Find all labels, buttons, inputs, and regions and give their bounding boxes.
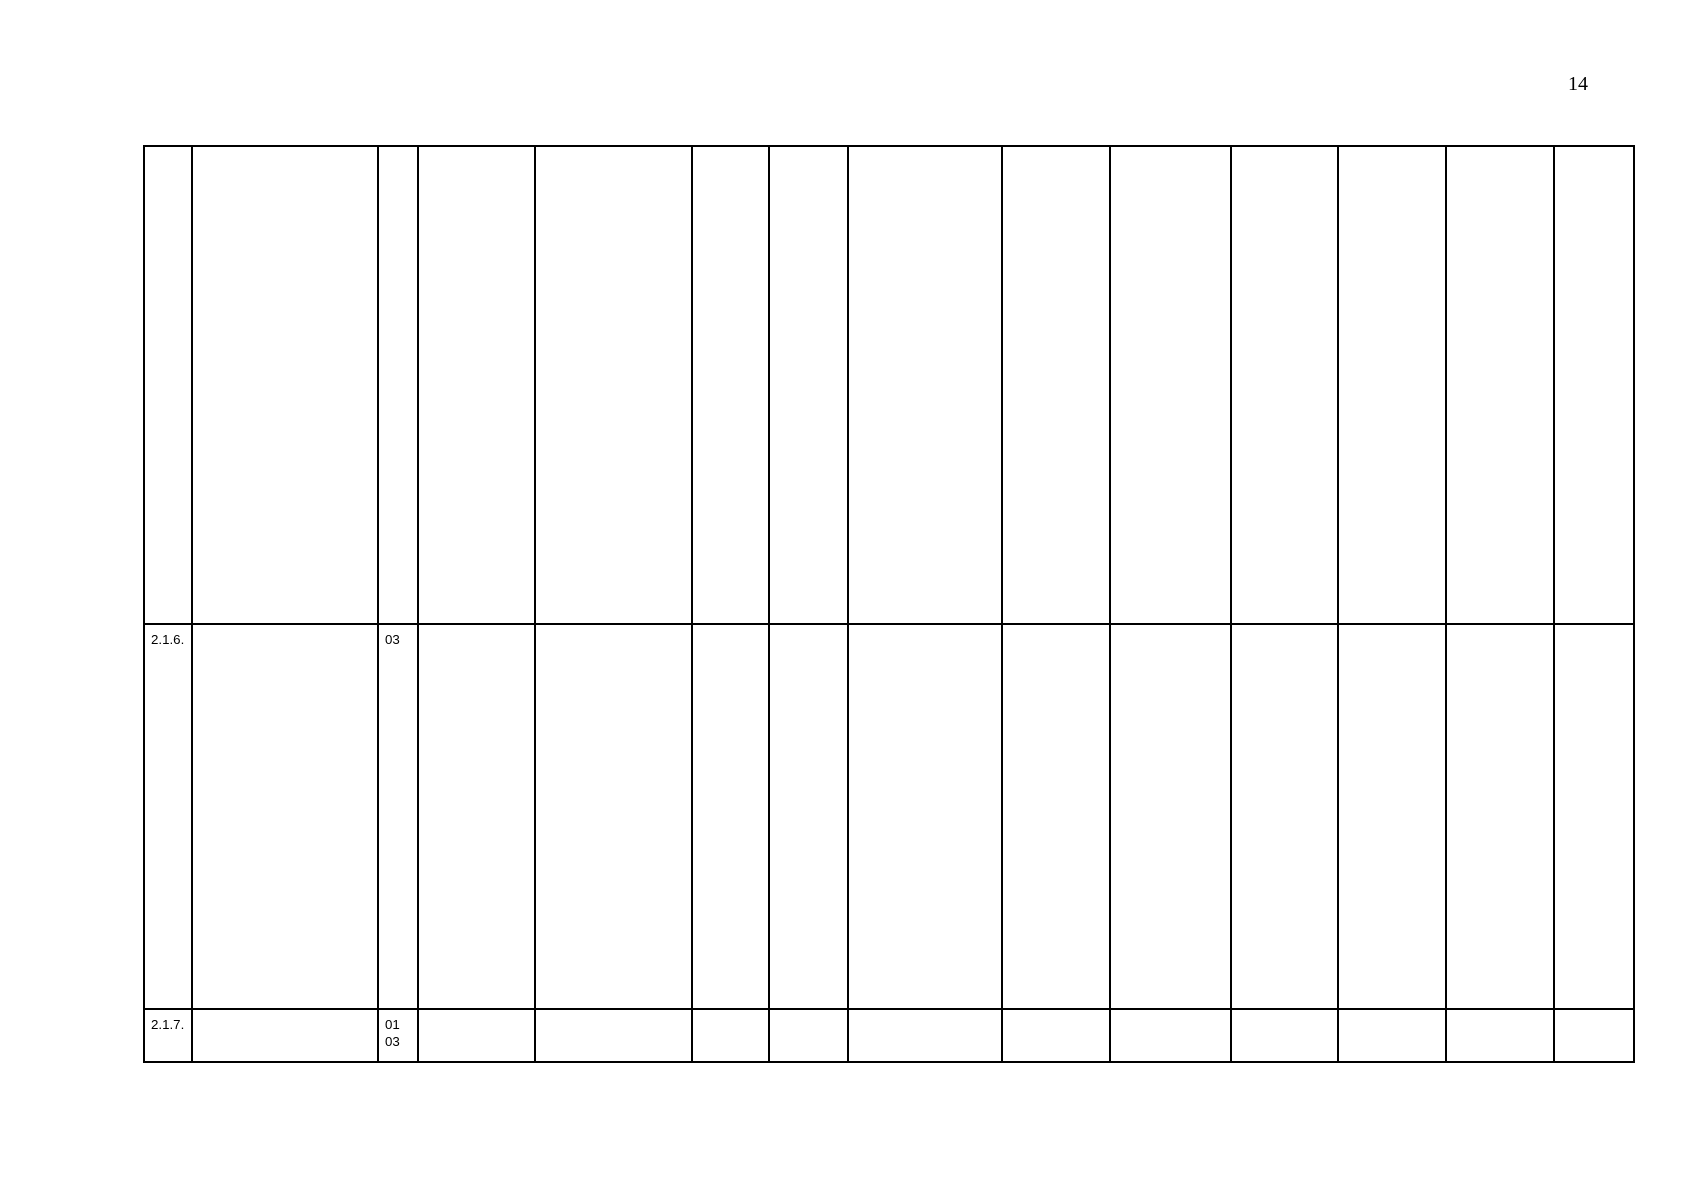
measures-table <box>143 145 1635 1063</box>
cell-description <box>192 624 378 1009</box>
cell-number <box>144 146 192 624</box>
cell-document <box>848 146 1002 624</box>
cell-end-date <box>769 146 848 624</box>
cell-year-2025 <box>1338 624 1446 1009</box>
cell-year-2023 <box>1110 146 1231 624</box>
cell-executor <box>418 1009 535 1062</box>
cell-result <box>535 1009 692 1062</box>
cell-year-2024 <box>1231 624 1338 1009</box>
cell-year-2027 <box>1554 1009 1634 1062</box>
cell-total <box>1002 624 1110 1009</box>
cell-end-date <box>769 624 848 1009</box>
table-row <box>144 1009 1634 1062</box>
cell-executor <box>418 146 535 624</box>
cell-total <box>1002 1009 1110 1062</box>
cell-year-2026 <box>1446 1009 1554 1062</box>
cell-number: 2.1.6. <box>144 624 192 1009</box>
cell-year-2025 <box>1338 146 1446 624</box>
table-row <box>144 146 1634 624</box>
cell-year-2027 <box>1554 624 1634 1009</box>
cell-year-2025 <box>1338 1009 1446 1062</box>
cell-description <box>192 1009 378 1062</box>
cell-year-2027 <box>1554 146 1634 624</box>
table-row <box>144 624 1634 1009</box>
cell-result <box>535 146 692 624</box>
cell-start-date <box>692 1009 769 1062</box>
cell-executor <box>418 624 535 1009</box>
cell-total <box>1002 146 1110 624</box>
cell-year-2023 <box>1110 624 1231 1009</box>
cell-document <box>848 624 1002 1009</box>
cell-year-2026 <box>1446 624 1554 1009</box>
cell-code: 01 03 <box>378 1009 418 1062</box>
cell-result <box>535 624 692 1009</box>
cell-start-date <box>692 624 769 1009</box>
cell-start-date <box>692 146 769 624</box>
cell-code: 03 <box>378 624 418 1009</box>
cell-year-2026 <box>1446 146 1554 624</box>
cell-end-date <box>769 1009 848 1062</box>
cell-number: 2.1.7. <box>144 1009 192 1062</box>
cell-code <box>378 146 418 624</box>
cell-year-2023 <box>1110 1009 1231 1062</box>
cell-document <box>848 1009 1002 1062</box>
page-number: 14 <box>1568 73 1588 95</box>
cell-year-2024 <box>1231 1009 1338 1062</box>
cell-description <box>192 146 378 624</box>
cell-year-2024 <box>1231 146 1338 624</box>
